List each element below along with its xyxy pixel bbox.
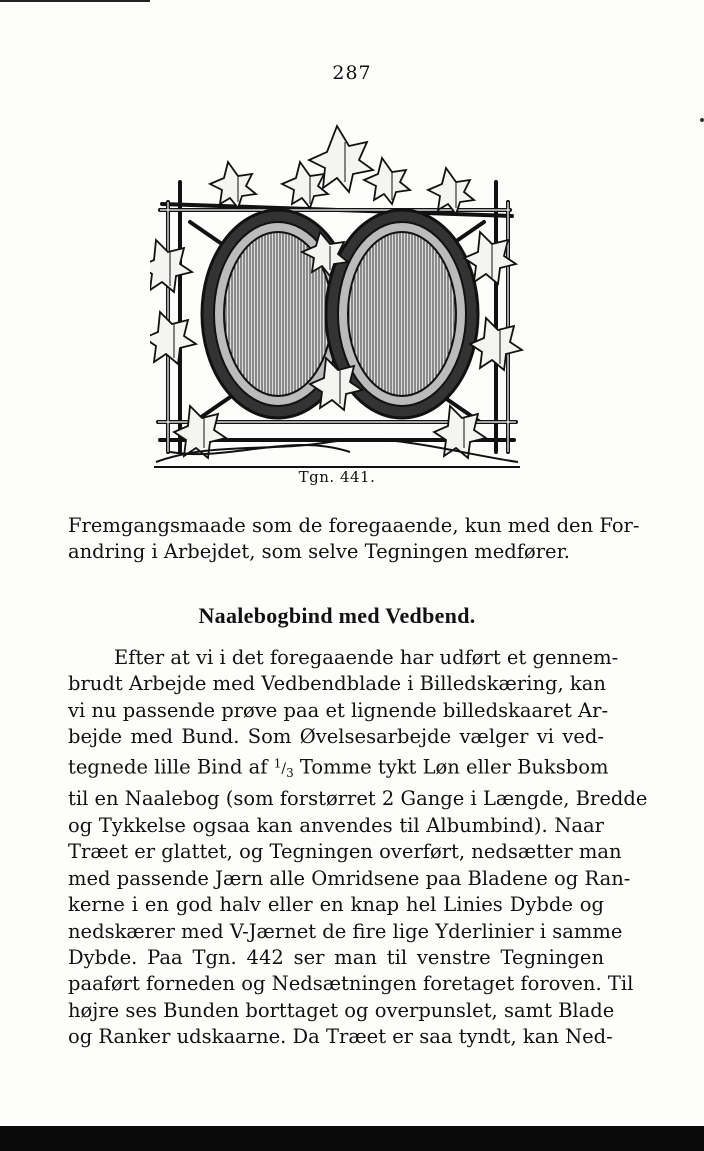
text-line: Dybde. Paa Tgn. 442 ser man til venstre Tegningen bbox=[68, 945, 604, 969]
top-rule bbox=[0, 0, 150, 2]
section-heading: Naalebogbind med Vedbend. bbox=[198, 603, 476, 628]
figure-caption: Tgn. 441. bbox=[298, 468, 376, 486]
text-line: vi nu passende prøve paa et lignende billedskaaret Ar- bbox=[68, 698, 609, 722]
fraction-numerator: 1 bbox=[273, 756, 282, 771]
paragraph-body bbox=[68, 645, 648, 1051]
page-number: 287 bbox=[332, 62, 372, 84]
text-line: Fremgangsmaade som de foregaaende, kun med den For- bbox=[68, 514, 640, 537]
paragraph-intro bbox=[68, 513, 640, 566]
text-line: andring i Arbejdet, som selve Tegningen medfører. bbox=[68, 540, 570, 564]
margin-mark bbox=[700, 118, 704, 122]
text-line: og Ranker udskaarne. Da Træet er saa tyndt, kan Ned- bbox=[68, 1025, 613, 1049]
text-line: kerne i en god halv eller en knap hel Linies Dybde og bbox=[68, 893, 604, 917]
scan-bottom-edge bbox=[0, 1126, 704, 1151]
text-line: brudt Arbejde med Vedbendblade i Billedskæring, kan bbox=[68, 672, 606, 696]
text-line: til en Naalebog (som forstørret 2 Gange i Længde, Bredde bbox=[68, 787, 648, 811]
text-line: Træet er glattet, og Tegningen overført, nedsætter man bbox=[68, 840, 622, 864]
fraction: $^1/_3$ bbox=[273, 756, 294, 781]
text-line: højre ses Bunden borttaget og overpunslet, samt Blade bbox=[68, 998, 615, 1022]
text-line: bejde med Bund. Som Øvelsesarbejde vælger vi ved- bbox=[68, 725, 604, 749]
line-prefix: tegnede lille Bind af bbox=[68, 755, 268, 779]
text-line: med passende Jærn alle Omridsene paa Bladene og Ran- bbox=[68, 866, 631, 890]
text-line: og Tykkelse ogsaa kan anvendes til Albumbind). Naar bbox=[68, 813, 604, 837]
text-line-with-fraction bbox=[68, 751, 609, 787]
line-suffix: Tomme tykt Løn eller Buksbom bbox=[299, 755, 609, 779]
ivy-frame-illustration bbox=[150, 122, 524, 470]
fraction-denominator: 3 bbox=[286, 766, 294, 781]
text-line: nedskærer med V-Jærnet de fire lige Yderlinier i samme bbox=[68, 919, 623, 943]
text-line: Efter at vi i det foregaaende har udført et gennem- bbox=[114, 646, 619, 669]
text-line: paaført forneden og Nedsætningen foretaget foroven. Til bbox=[68, 972, 634, 996]
